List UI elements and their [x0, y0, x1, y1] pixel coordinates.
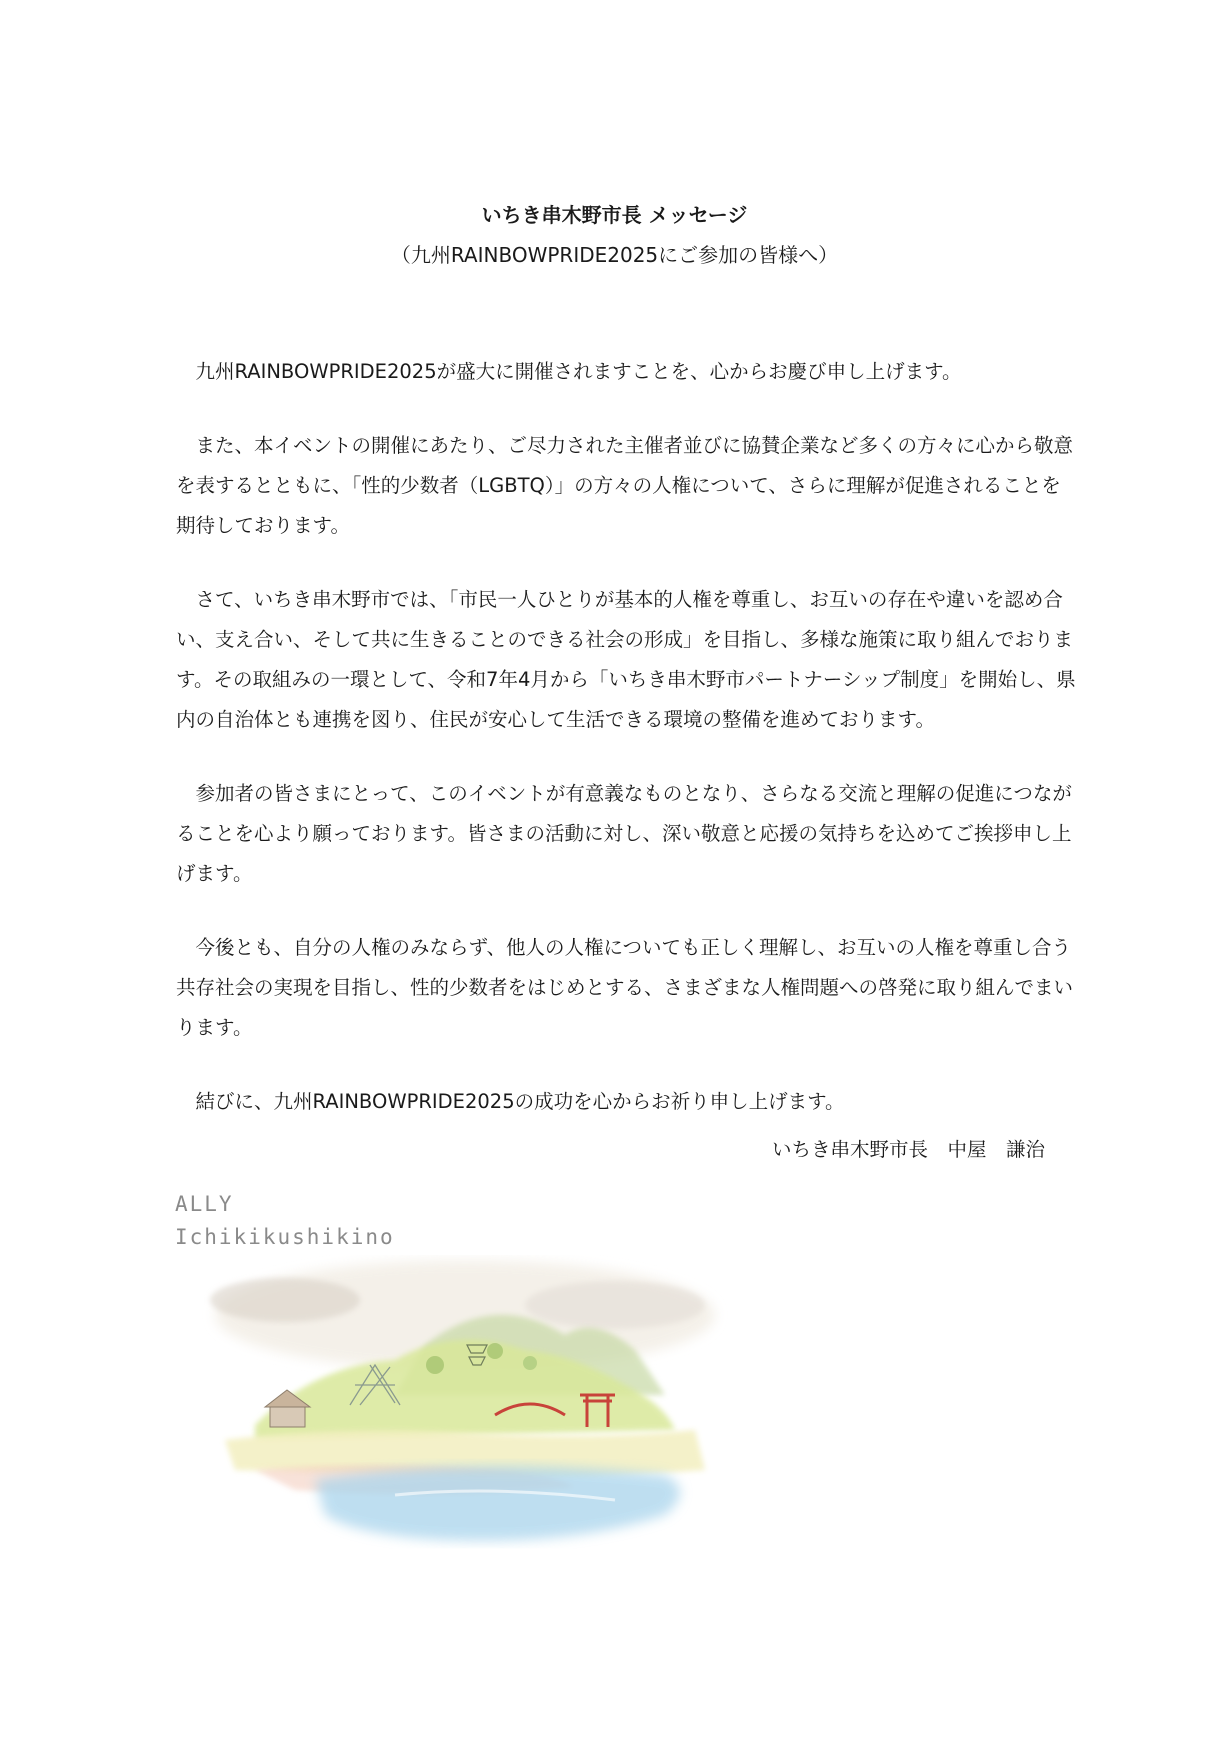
- cloud-left: [210, 1278, 360, 1322]
- paragraph-gratitude: また、本イベントの開催にあたり、ご尽力された主催者並びに協賛企業など多くの方々に心から敬意を表するとともに、「性的少数者（LGBTQ）」の方々の人権について、さらに理解が促進されることを期待しております。: [176, 434, 1074, 537]
- page-title: いちき串木野市長 メッセージ: [481, 203, 748, 227]
- tree: [523, 1356, 537, 1370]
- page-subtitle: （九州RAINBOWPRIDE2025にご参加の皆様へ）: [390, 243, 839, 267]
- cloud-right: [525, 1281, 705, 1329]
- ally-caption: [175, 1188, 395, 1254]
- paragraph-city-initiatives: さて、いちき串木野市では、「市民一人ひとりが基本的人権を尊重し、お互いの存在や違いを認め合い、支え合い、そして共に生きることのできる社会の形成」を目指し、多様な施策に取り組んでおります。その取組みの一環として、令和7年4月から「いちき串木野市パートナーシップ制度」を開始し、県内の自治体とも連携を図り、住民が安心して生活できる環境の整備を進めております。: [176, 588, 1076, 731]
- sea: [315, 1466, 680, 1541]
- paragraph-greeting: 九州RAINBOWPRIDE2025が盛大に開催されますことを、心からお慶び申し上げます。: [195, 360, 962, 383]
- tree: [487, 1343, 503, 1359]
- tree: [426, 1356, 444, 1374]
- message-body: [176, 352, 1076, 1156]
- paragraph-future: 今後とも、自分の人権のみならず、他人の人権についても正しく理解し、お互いの人権を尊重し合う共存社会の実現を目指し、性的少数者をはじめとする、さまざまな人権問題への啓発に取り組んでまいります。: [176, 936, 1074, 1039]
- ally-caption-line2: Ichikikushikino: [175, 1225, 395, 1249]
- ally-caption-line1: ALLY: [175, 1192, 234, 1216]
- paragraph-wishes: 参加者の皆さまにとって、このイベントが有意義なものとなり、さらなる交流と理解の促進につながることを心より願っております。皆さまの活動に対し、深い敬意と応援の気持ちを込めてご挨拶申し上げます。: [176, 782, 1072, 885]
- watercolor-landscape-illustration: [195, 1255, 735, 1555]
- signature: いちき串木野市長 中屋 謙治: [771, 1138, 1045, 1161]
- paragraph-closing: 結びに、九州RAINBOWPRIDE2025の成功を心からお祈り申し上げます。: [195, 1090, 845, 1113]
- house: [270, 1405, 305, 1427]
